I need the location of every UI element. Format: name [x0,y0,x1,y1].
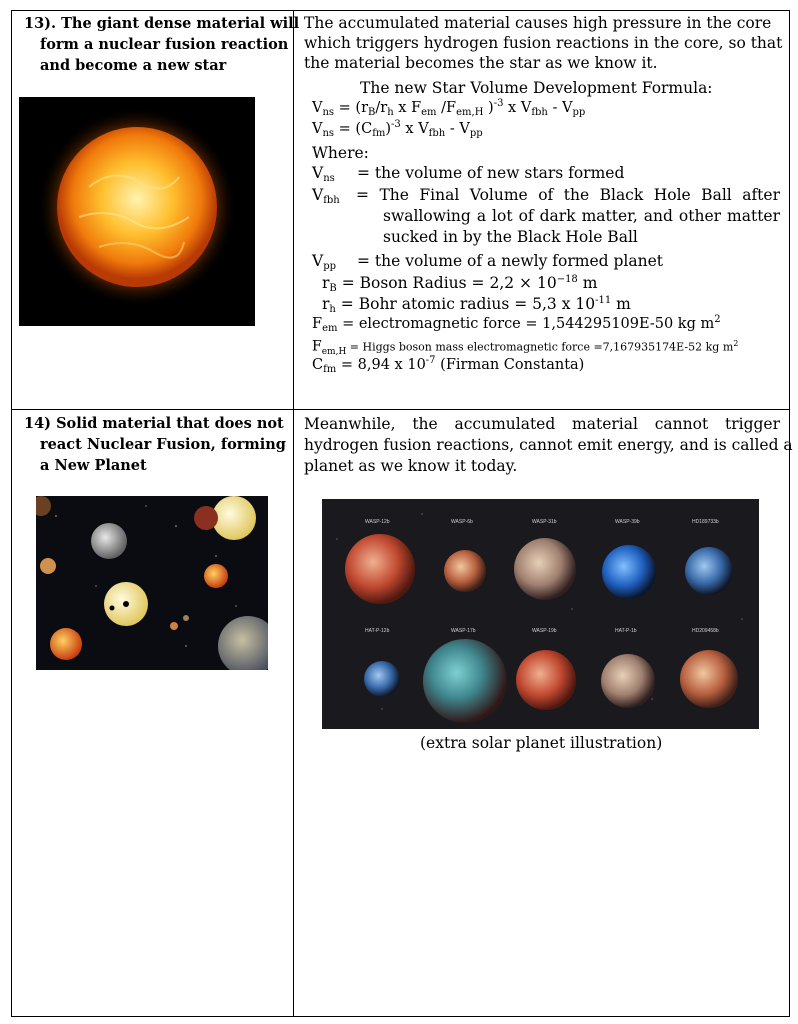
row13-para-line3: the material becomes the star as we know it. [304,54,658,72]
def-vfbh-symbol: $V_{fbh}$ [312,186,340,206]
exoplanets-icon [322,499,759,729]
planet-label-bottom-2: WASP-19b [532,628,557,634]
def-vfbh-line1: = The Final Volume of the Black Hole Ball after [356,186,780,204]
planet-label-top-3: WASP-39b [615,519,640,525]
sun-icon [19,97,255,326]
planet-label-top-0: WASP-12b [365,519,390,525]
row14-para-line1: Meanwhile, the accumulated material cannot trigger [304,415,780,433]
exoplanet-illustration [322,499,759,729]
row14-heading-line1: 14) Solid material that does not [24,415,284,432]
planets-image [36,496,268,670]
planet-label-top-4: HD189733b [692,519,719,525]
column-divider [293,10,294,1017]
def-femh: $F_{em,H}$ = Higgs boson mass electromagnetic force =7,167935174E-52 kg $m^2$ [312,338,739,357]
def-vfbh-line3: sucked in by the Black Hole Ball [383,228,638,246]
equation-1: $V_{ns} = (r_B/r_h$ x $F_{em}$ $/F_{em,H}$ )$^{-3}$ x $V_{fbh} - V_{pp}$ [312,98,586,118]
planets-icon [36,496,268,670]
planet-label-bottom-1: WASP-17b [451,628,476,634]
row14-heading-line3: a New Planet [40,457,147,474]
def-vns-symbol: $V_{ns}$ [312,164,335,184]
row13-para-line1: The accumulated material causes high pressure in the core [304,14,772,32]
formula-title: The new Star Volume Development Formula: [360,79,713,97]
row13-heading-line3: and become a new star [40,57,227,74]
equation-2: $V_{ns} = (C_{fm})^{-3}$ x $V_{fbh} - V_{pp}$ [312,119,483,139]
planet-label-top-1: WASP-6b [451,519,473,525]
row13-heading-line2: form a nuclear fusion reaction [40,36,289,53]
row14-para-line2: hydrogen fusion reactions, cannot emit energy, and is called a [304,436,793,454]
where-label: Where: [312,144,369,162]
row-divider [11,409,790,410]
planet-label-bottom-0: HAT-P-12b [365,628,390,634]
def-rb: $r_B$ = Boson Radius = $2,2 \times 10^{-18}$ m [322,274,598,294]
image-caption: (extra solar planet illustration) [420,734,663,752]
planet-label-top-2: WASP-31b [532,519,557,525]
row13-heading-line1: 13). The giant dense material will [24,15,300,32]
row14-heading-line2: react Nuclear Fusion, forming [40,436,286,453]
def-cfm: $C_{fm} = 8,94$ x $10^{-7}$ (Firman Constanta) [312,355,585,375]
def-rh: $r_h$ = Bohr atomic radius = 5,3 x $10^{-11}$ m [322,295,631,315]
def-vns: = the volume of new stars formed [357,164,625,182]
row13-para-line2: which triggers hydrogen fusion reactions in the core, so that [304,34,783,52]
row14-para-line3: planet as we know it today. [304,457,518,475]
planet-label-bottom-3: HAT-P-1b [615,628,637,634]
def-vpp: = the volume of a newly formed planet [357,252,663,270]
def-fem: $F_{em}$ = electromagnetic force = 1,544295109E-50 kg $m^2$ [312,314,721,334]
sun-image [19,97,255,326]
planet-label-bottom-4: HD209458b [692,628,719,634]
def-vfbh-line2: swallowing a lot of dark matter, and other matter [383,207,780,225]
def-vpp-symbol: $V_{pp}$ [312,252,337,272]
